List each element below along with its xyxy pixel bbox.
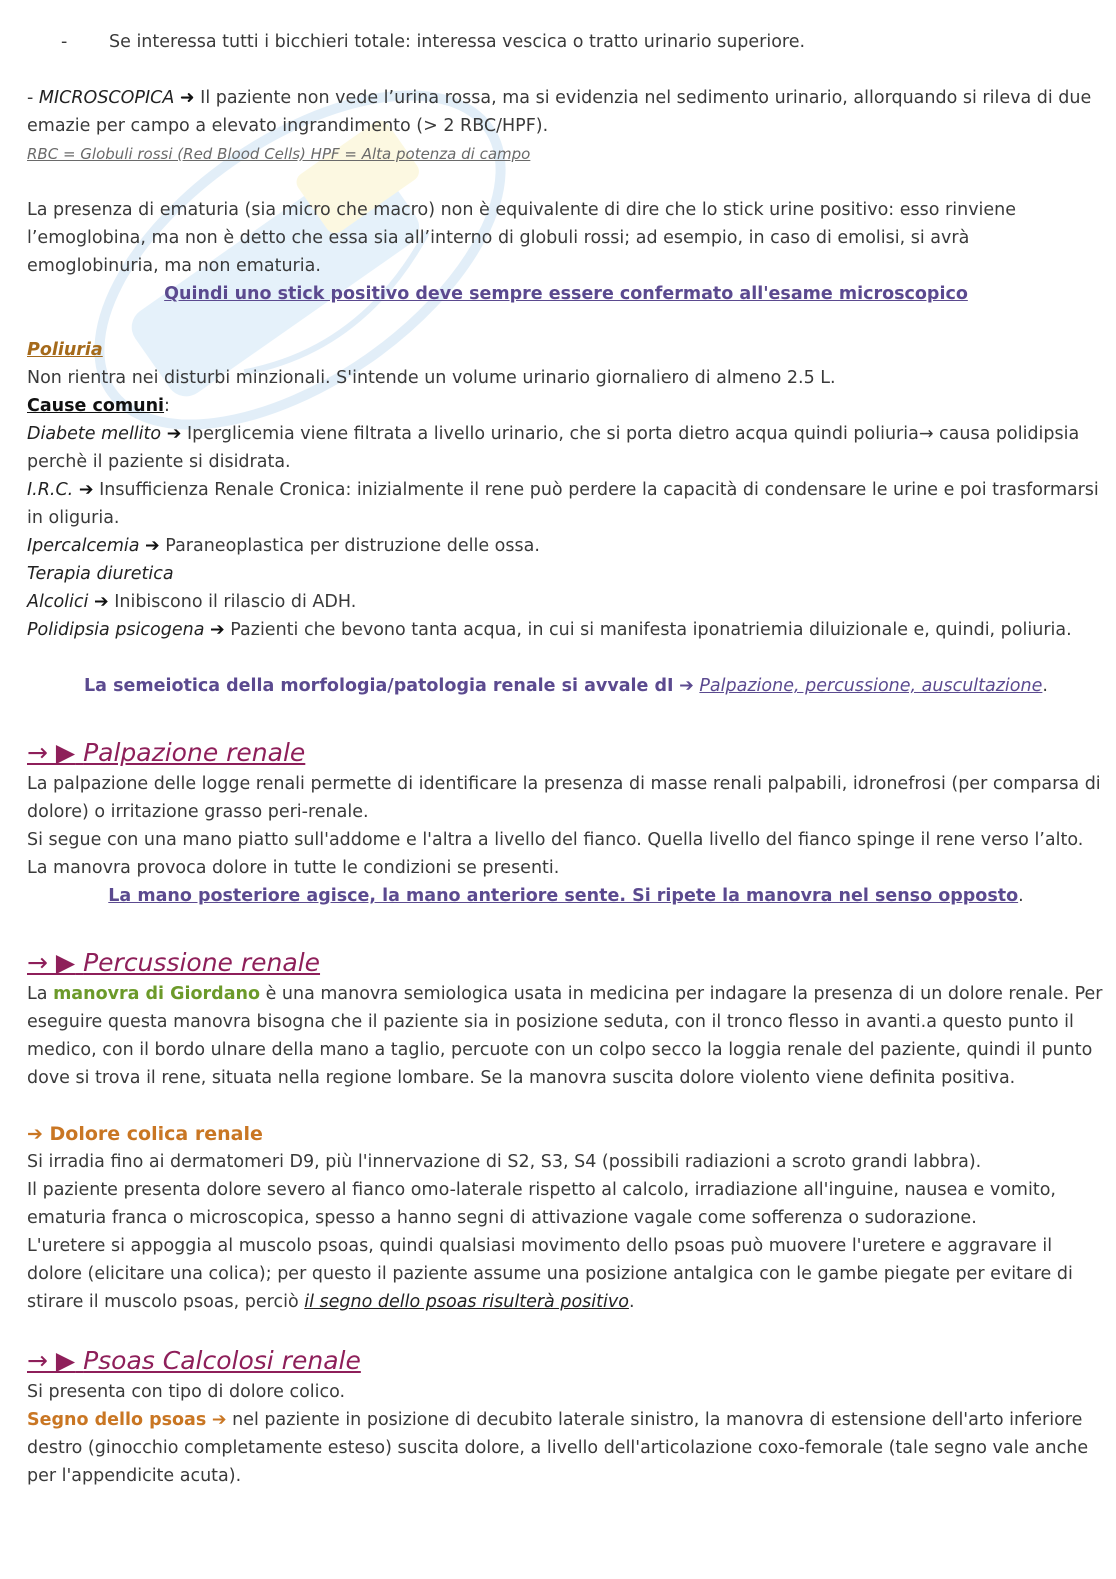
psoas-p2-text: nel paziente in posizione di decubito laterale sinistro, la manovra di estensione dell'arto inferiore destro (ginocchio completamente esteso) suscita dolore, a livello dell'articolazione coxo-femorale (tale segno vale anche per l'appendicite acuta). <box>27 1410 1089 1486</box>
arrow-icon: ➜ <box>179 88 195 108</box>
arrow-icon: ➔ <box>78 480 94 500</box>
cause-name: Ipercalcemia <box>27 536 140 556</box>
colica-heading: ➔ Dolore colica renale <box>27 1123 263 1145</box>
cause-comuni-label: Cause comuni <box>27 396 165 416</box>
cause-name: I.R.C. <box>27 480 74 500</box>
cause-item <box>27 532 1105 560</box>
arrow-icon: ➔ <box>145 536 160 556</box>
cause-name: Polidipsia psicogena <box>27 620 205 640</box>
percussione-title: Percussione renale <box>83 948 321 977</box>
play-arrow-icon: → ▶ <box>27 948 76 977</box>
arrow-icon: ➔ <box>210 620 225 640</box>
palpazione-p3: La manovra provoca dolore in tutte le condizioni se presenti. <box>27 858 560 878</box>
cause-colon: : <box>164 396 170 416</box>
rbc-note: RBC = Globuli rossi (Red Blood Cells) HPF = Alta potenza di campo <box>27 145 531 163</box>
cause-item <box>27 476 1105 532</box>
cause-name: Alcolici <box>27 592 89 612</box>
percussione-heading <box>27 946 1105 980</box>
colica-p3-text: L'uretere si appoggia al muscolo psoas, quindi qualsiasi movimento dello psoas può muovere l'uretere e aggravare il dolore (elicitare una colica); per questo il paziente assume una posizione antalgica con le gambe piegate per evitare di stirare il muscolo psoas, perciò <box>27 1236 1073 1312</box>
bullet-text: Se interessa tutti i bicchieri totale: interessa vescica o tratto urinario superiore. <box>109 32 806 52</box>
colica-p1: Si irradia fino ai dermatomeri D9, più l'innervazione di S2, S3, S4 (possibili radiazioni a scroto grandi labbra). <box>27 1152 982 1172</box>
document-content <box>27 28 1105 1490</box>
bullet-marker: - <box>61 32 68 52</box>
palpazione-note-line <box>27 882 1105 910</box>
cause-item <box>27 588 1105 616</box>
ematuria-paragraph: La presenza di ematuria (sia micro che macro) non è equivalente di dire che lo stick urine positivo: esso rinviene l’emoglobina, ma non è detto che essa sia all’interno di globuli rossi; ad esempio, in caso di emolisi, si avrà emoglobinuria, ma non ematuria. <box>27 200 1017 276</box>
psoas-p2 <box>27 1406 1105 1490</box>
arrow-icon: ➔ <box>93 592 109 612</box>
semeiotica-line <box>27 672 1105 700</box>
psoas-p1: Si presenta con tipo di dolore colico. <box>27 1382 346 1402</box>
psoas-title: Psoas Calcolosi renale <box>83 1346 361 1375</box>
palpazione-title: Palpazione renale <box>83 738 306 767</box>
arrow-icon: ➔ <box>679 676 694 696</box>
cause-name: Diabete mellito <box>27 424 162 444</box>
cause-text: Insufficienza Renale Cronica: inizialmente il rene può perdere la capacità di condensare le urine e poi trasformarsi in oliguria. <box>27 480 1099 528</box>
play-arrow-icon: → ▶ <box>27 1346 76 1375</box>
cause-text: Pazienti che bevono tanta acqua, in cui si manifesta iponatriemia diluizionale e, quindi, poliuria. <box>230 620 1072 640</box>
poliuria-desc: Non rientra nei disturbi minzionali. S'intende un volume urinario giornaliero di almeno 2.5 L. <box>27 368 836 388</box>
bullet-bicchieri <box>27 28 1105 56</box>
cause-comuni-heading <box>27 392 1105 420</box>
giordano-highlight: manovra di Giordano <box>53 984 260 1004</box>
percussione-lead: La <box>27 984 48 1004</box>
cause-text: Inibiscono il rilascio di ADH. <box>114 592 357 612</box>
cause-text: Iperglicemia viene filtrata a livello urinario, che si porta dietro acqua quindi poliuria→ causa polidipsia perchè il paziente si disidrata. <box>27 424 1080 472</box>
play-arrow-icon: → ▶ <box>27 738 76 767</box>
micro-marker: - <box>27 88 34 108</box>
palpazione-note-end: . <box>1018 886 1024 906</box>
psoas-heading <box>27 1344 1105 1378</box>
cause-name: Terapia diuretica <box>27 564 174 584</box>
palpazione-note: La mano posteriore agisce, la mano anteriore sente. Si ripete la manovra nel senso opposto <box>108 886 1019 906</box>
stick-note: Quindi uno stick positivo deve sempre essere confermato all'esame microscopico <box>164 284 968 304</box>
semeiotica-text: La semeiotica della morfologia/patologia renale si avvale dI <box>84 676 674 696</box>
colica-p2: Il paziente presenta dolore severo al fianco omo-laterale rispetto al calcolo, irradiazione all'inguine, nausea e vomito, ematuria franca o microscopica, spesso a hanno segni di attivazione vagale come sofferenza o sudorazione. <box>27 1180 1056 1228</box>
segno-psoas-label: Segno dello psoas <box>27 1410 207 1430</box>
poliuria-title: Poliuria <box>27 340 103 360</box>
palpazione-p2: Si segue con una mano piatto sull'addome e l'altra a livello del fianco. Quella livello del fianco spinge il rene verso l’alto. <box>27 830 1084 850</box>
cause-item <box>27 616 1105 644</box>
cause-item <box>27 420 1105 476</box>
cause-item <box>27 560 1105 588</box>
psoas-positive-link: il segno dello psoas risulterà positivo <box>304 1292 629 1312</box>
arrow-icon: ➔ <box>211 1410 227 1430</box>
semeiotica-link: Palpazione, percussione, auscultazione <box>699 676 1043 696</box>
percussione-paragraph <box>27 980 1105 1092</box>
microscopica-paragraph <box>27 84 1105 140</box>
palpazione-heading <box>27 736 1105 770</box>
percussione-text: è una manovra semiologica usata in medicina per indagare la presenza di un dolore renale. Per eseguire questa manovra bisogna che il paziente sia in posizione seduta, con il tronco flesso in avanti.a questo punto il medico, con il bordo ulnare della mano a taglio, percuote con un colpo secco la loggia renale del paziente, quindi il punto dove si trova il rene, situata nella regione lombare. Se la manovra suscita dolore violento viene definita positiva. <box>27 984 1103 1088</box>
arrow-icon: ➔ <box>166 424 182 444</box>
colica-p3-end: . <box>628 1292 635 1312</box>
cause-text: Paraneoplastica per distruzione delle ossa. <box>165 536 540 556</box>
semeiotica-end: . <box>1042 676 1048 696</box>
micro-label: MICROSCOPICA <box>38 88 175 108</box>
colica-p3 <box>27 1232 1105 1316</box>
palpazione-p1: La palpazione delle logge renali permette di identificare la presenza di masse renali palpabili, idronefrosi (per comparsa di dolore) o irritazione grasso peri-renale. <box>27 774 1101 822</box>
micro-text: Il paziente non vede l’urina rossa, ma si evidenzia nel sedimento urinario, allorquando si rileva di due emazie per campo a elevato ingrandimento (> 2 RBC/HPF). <box>27 88 1092 136</box>
